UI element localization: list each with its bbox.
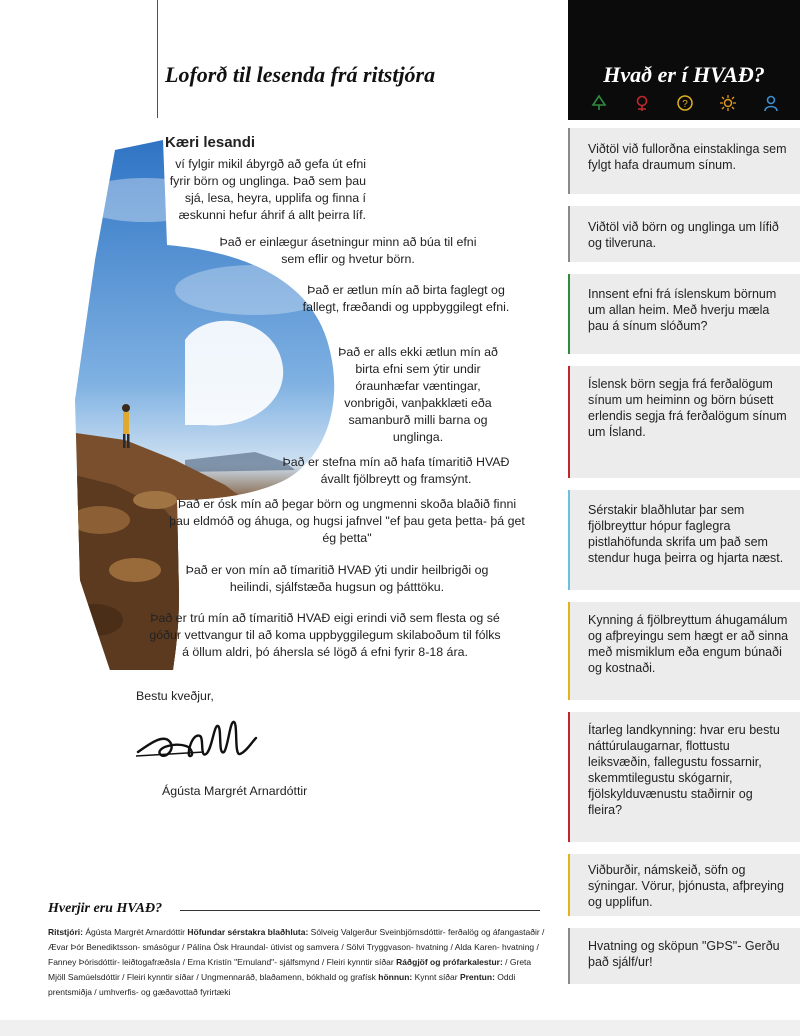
signature-image [134, 712, 264, 772]
paragraph-7: Það er von mín að tímaritið HVAÐ ýti undir heilbrigði og heilindi, sjálfstæða hugsun og þátttöku. [185, 563, 489, 594]
closing: Bestu kveðjur, [136, 689, 214, 703]
tree-icon [590, 94, 608, 112]
sidebar-item: Ítarleg landkynning: hvar eru bestu náttúrulaugarnar, flottustu leiksvæðin, fallegustu fossarnir, skemmtilegustu skógarnir, fjölskylduvænustu staðirnir og fleira? [568, 712, 800, 842]
map-pin-icon [633, 94, 651, 112]
svg-text:?: ? [682, 99, 688, 110]
question-bubble-icon [676, 94, 694, 112]
paragraph-5: Það er stefna mín að hafa tímaritið HVAÐ ávallt fjölbreytt og framsýnt. [282, 455, 510, 486]
credits-text: Ritstjóri: Ágústa Margrét Arnardóttir Höfundar sérstakra blaðhluta: Sólveig Valgerður Sveinbjörnsdóttir- ferðalög og áfangastaðir / Ævar Þór Benediktsson- smásögur / Pálína Ósk Hraundal- útivist og samvera / Sölvi Tryggvason- hvatning / Alda Karen- hvatning / Fanney Þórisdóttir- leiðtogafræðsla / Erna Kristín "Ernuland"- sjálfsmynd / Fleiri kynntir síðar Ráðgjöf og prófarkalestur: / Greta Mjöll Samúelsdóttir / Fleiri kynntir síðar / Ungmennaráð, blaðamenn, bókhald og grafísk hönnun: Kynnt síðar Prentun: Oddi prentsmiðja / umhverfis- og gæðavottað fyrirtæki [48, 927, 545, 997]
sidebar-header [568, 0, 800, 120]
greeting: Kæri lesandi [165, 134, 256, 151]
paragraph-3: Það er ætlun mín að birta faglegt og fallegt, fræðandi og uppbyggilegt efni. [302, 283, 510, 314]
person-icon [762, 94, 780, 112]
sidebar-item: Viðburðir, námskeið, söfn og sýningar. Vörur, þjónusta, afþreying og upplifun. [568, 854, 800, 916]
sidebar-item: Viðtöl við börn og unglinga um lífið og tilveruna. [568, 206, 800, 262]
credits-divider [180, 910, 540, 911]
category-icons [590, 94, 780, 112]
page-bottom-band [0, 1020, 800, 1036]
paragraph-6: Það er ósk mín að þegar börn og ungmenni skoða blaðið finni þau eldmóð og áhuga, og hugsi jafnvel "ef þau geta þetta- þá get ég þetta" [169, 497, 525, 545]
sidebar-title: Hvað er í HVAÐ? [603, 62, 765, 87]
paragraph-2: Það er einlægur ásetningur minn að búa til efni sem eflir og hvetur börn. [219, 235, 477, 266]
credits-title: Hverjir eru HVAÐ? [48, 901, 163, 916]
paragraph-8: Það er trú mín að tímaritið HVAÐ eigi erindi við sem flesta og sé góður vettvangur til að koma uppbyggilegum skilaboðum til fólks á öllum aldri, þó áhersla sé lögð á efni fyrir 8-18 ára. [149, 611, 501, 659]
paragraph-4: Það er alls ekki ætlun mín að birta efni sem ýtir undir óraunhæfar væntingar, vonbrigði, vanþakklæti eða samanburð milli barna og unglinga. [338, 345, 498, 444]
page-title: Loforð til lesenda frá ritstjóra [165, 62, 436, 87]
sidebar-item: Innsent efni frá íslenskum börnum um allan heim. Með hverju mæla þau á sínum slóðum? [568, 274, 800, 354]
sidebar-item: Íslensk börn segja frá ferðalögum sínum um heiminn og börn búsett erlendis segja frá ferðalögum sínum um Ísland. [568, 366, 800, 478]
sun-icon [719, 94, 737, 112]
signer-name: Ágústa Margrét Arnardóttir [162, 784, 308, 798]
sidebar-item: Kynning á fjölbreyttum áhugamálum og afþreyingu sem hægt er að sinna með mismiklum eða engum búnaði og kostnaði. [568, 602, 800, 700]
sidebar-item: Sérstakir blaðhlutar þar sem fjölbreyttur hópur faglegra pistlahöfunda skrifa um það sem stendur huga þeirra og hjarta næst. [568, 490, 800, 590]
paragraph-1: ví fylgir mikil ábyrgð að gefa út efni fyrir börn og unglinga. Það sem þau sjá, lesa, heyra, upplifa og finna í æskunni hefur áhrif á allt þeirra líf. [169, 157, 366, 222]
sidebar-item: Hvatning og sköpun "GÞS"- Gerðu það sjálf/ur! [568, 928, 800, 984]
sidebar-item: Viðtöl við fullorðna einstaklinga sem fylgt hafa draumum sínum. [568, 128, 800, 194]
title-divider [157, 0, 158, 118]
